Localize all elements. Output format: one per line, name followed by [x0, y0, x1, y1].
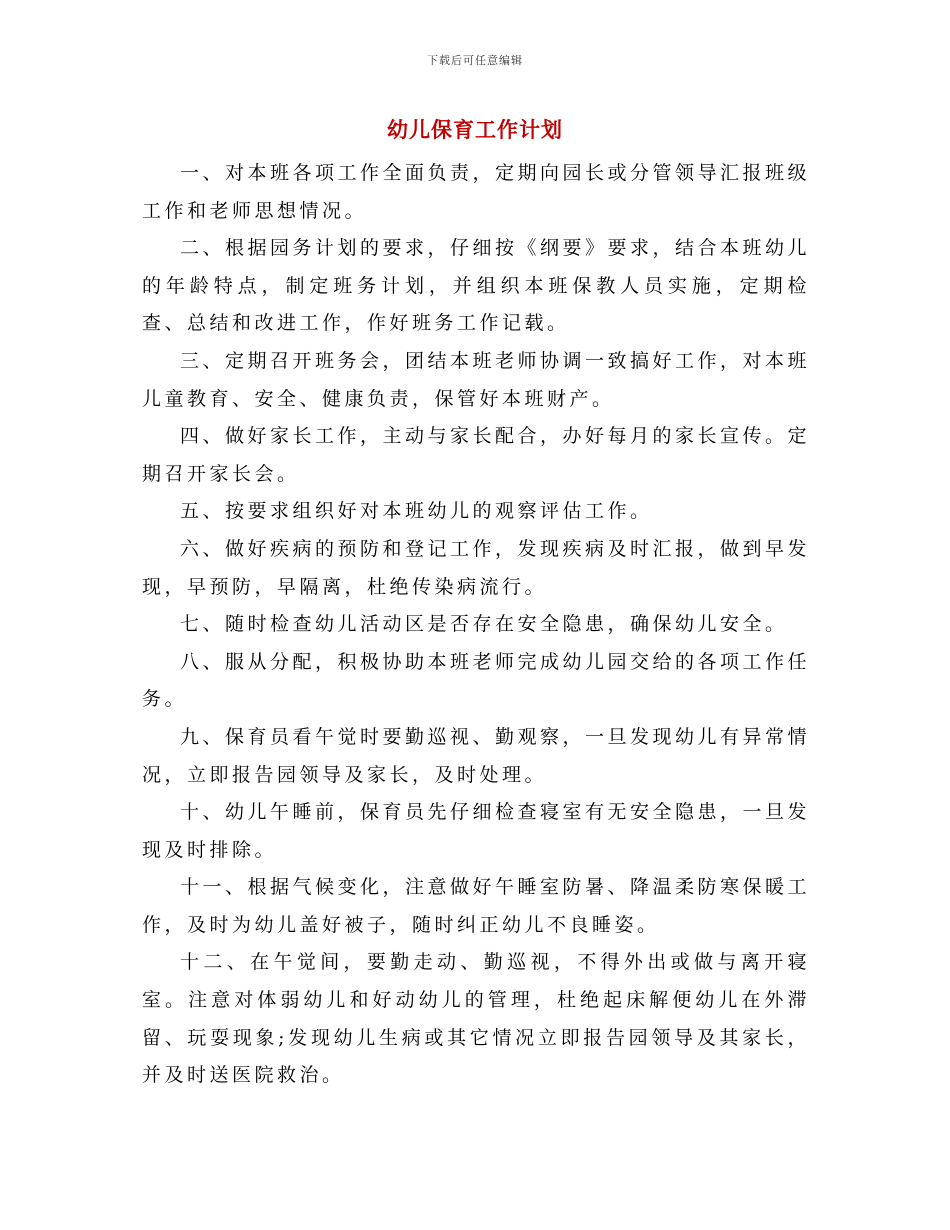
paragraph: 五、按要求组织好对本班幼儿的观察评估工作。: [180, 500, 653, 523]
document-title: 幼儿保育工作计划: [387, 117, 563, 142]
paragraph: 三、定期召开班务会，团结本班老师协调一致搞好工作，对本班儿童教育、安全、健康负责，保管好本班财产。: [142, 349, 811, 410]
paragraph: 十一、根据气候变化，注意做好午睡室防暑、降温柔防寒保暖工作，及时为幼儿盖好被子，随时纠正幼儿不良睡姿。: [142, 876, 811, 936]
paragraph: 四、做好家长工作，主动与家长配合，办好每月的家长宣传。定期召开家长会。: [142, 425, 811, 485]
paragraph: 八、服从分配，积极协助本班老师完成幼儿园交给的各项工作任务。: [142, 650, 811, 711]
paragraph: 十、幼儿午睡前，保育员先仔细检查寝室有无安全隐患，一旦发现及时排除。: [142, 801, 811, 861]
paragraph: 一、对本班各项工作全面负责，定期向园长或分管领导汇报班级工作和老师思想情况。: [142, 162, 811, 222]
paragraph: 九、保育员看午觉时要勤巡视、勤观察，一旦发现幼儿有异常情况，立即报告园领导及家长，及时处理。: [142, 725, 811, 786]
paragraph: 六、做好疾病的预防和登记工作，发现疾病及时汇报，做到早发现，早预防，早隔离，杜绝传染病流行。: [142, 537, 811, 598]
paragraph: 二、根据园务计划的要求，仔细按《纲要》要求，结合本班幼儿的年龄特点，制定班务计划，并组织本班保教人员实施，定期检查、总结和改进工作，作好班务工作记载。: [142, 237, 811, 335]
paragraph: 七、随时检查幼儿活动区是否存在安全隐患，确保幼儿安全。: [180, 613, 788, 636]
document-body: [142, 155, 810, 1095]
paragraph: 十二、在午觉间，要勤走动、勤巡视，不得外出或做与离开寝室。注意对体弱幼儿和好动幼儿的管理，杜绝起床解便幼儿在外滞留、玩耍现象;发现幼儿生病或其它情况立即报告园领导及其家长，并及时送医院救治。: [142, 951, 810, 1087]
header-note: 下载后可任意编辑: [427, 54, 523, 67]
